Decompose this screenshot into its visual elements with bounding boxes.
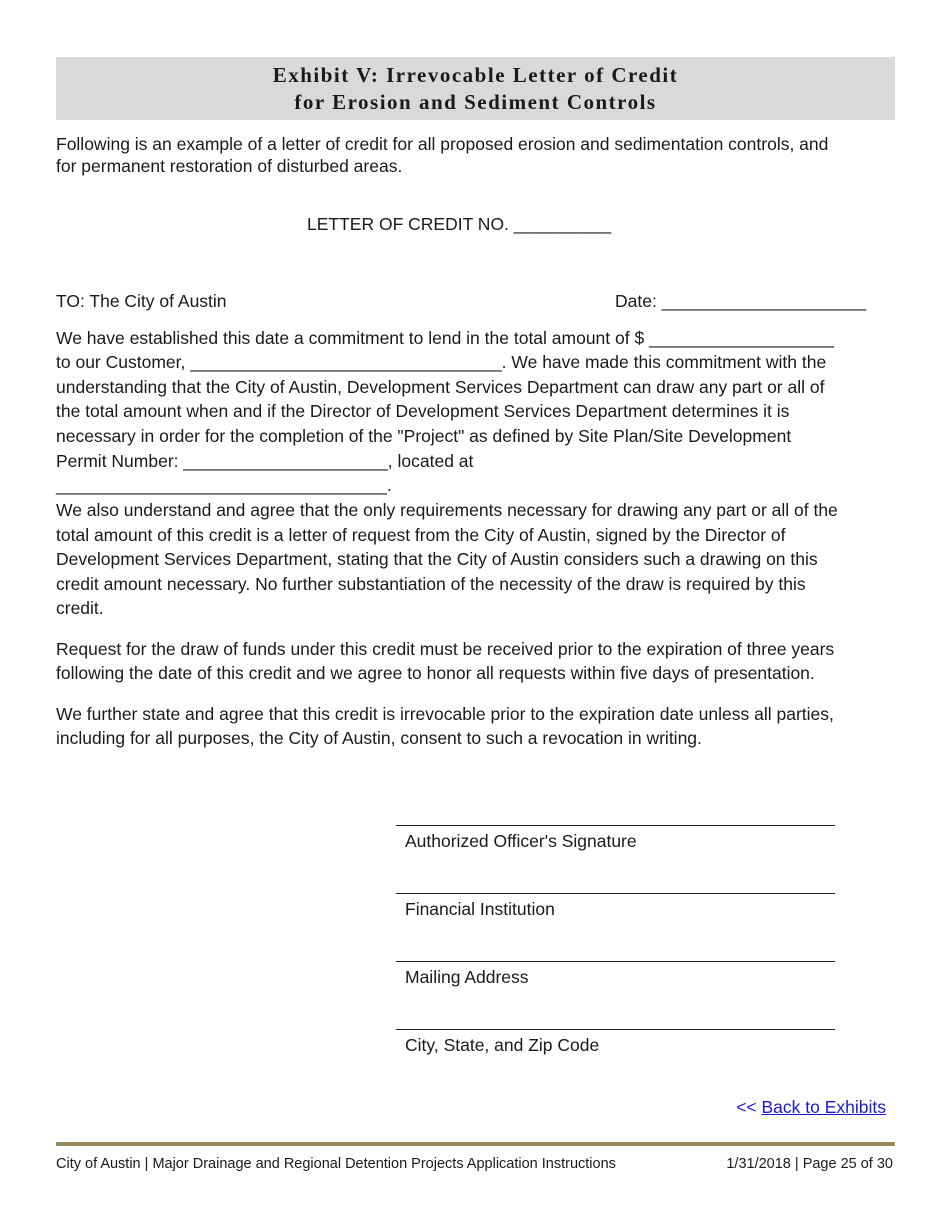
- commitment-line-1: We have established this date a commitment to lend in the total amount of $ ___________________: [56, 328, 834, 348]
- understand-line-4: credit amount necessary. No further substantiation of the necessity of the draw is required by this: [56, 574, 806, 594]
- city-state-zip-line: [396, 1029, 835, 1030]
- mailing-address-label: Mailing Address: [405, 967, 529, 987]
- date-field: Date: _____________________: [615, 291, 867, 311]
- commitment-line-3: understanding that the City of Austin, Development Services Department can draw any part or all of: [56, 377, 825, 397]
- request-line-1: Request for the draw of funds under this credit must be received prior to the expiration of three years: [56, 639, 835, 659]
- officer-signature-label: Authorized Officer's Signature: [405, 831, 637, 851]
- officer-signature-line: [396, 825, 835, 826]
- city-state-zip-label: City, State, and Zip Code: [405, 1035, 600, 1055]
- exhibit-title-line-1: Exhibit V: Irrevocable Letter of Credit: [272, 63, 679, 87]
- understand-line-1: We also understand and agree that the only requirements necessary for drawing any part or all of the: [56, 500, 838, 520]
- financial-institution-label: Financial Institution: [405, 899, 555, 919]
- further-line-2: including for all purposes, the City of Austin, consent to such a revocation in writing.: [56, 728, 702, 748]
- back-link-label[interactable]: Back to Exhibits: [761, 1097, 886, 1117]
- financial-institution-line: [396, 893, 835, 894]
- request-line-2: following the date of this credit and we agree to honor all requests within five days of presentation.: [56, 663, 815, 683]
- mailing-address-line: [396, 961, 835, 962]
- footer-page-info: 1/31/2018 | Page 25 of 30: [726, 1156, 893, 1172]
- back-to-exhibits-link[interactable]: [736, 1097, 886, 1118]
- back-link-prefix: <<: [736, 1097, 762, 1117]
- intro-line-1: Following is an example of a letter of credit for all proposed erosion and sedimentation controls, and: [56, 134, 829, 154]
- commitment-line-2: to our Customer, ________________________________. We have made this commitment with the: [56, 352, 827, 372]
- commitment-line-5: necessary in order for the completion of the "Project" as defined by Site Plan/Site Development: [56, 426, 792, 446]
- footer-divider: [56, 1142, 895, 1146]
- understand-line-5: credit.: [56, 598, 104, 618]
- exhibit-title-line-2: for Erosion and Sediment Controls: [294, 90, 657, 114]
- understand-line-2: total amount of this credit is a letter of request from the City of Austin, signed by the Director of: [56, 525, 786, 545]
- commitment-line-6: Permit Number: _____________________, located at: [56, 451, 474, 471]
- letter-of-credit-number: LETTER OF CREDIT NO. __________: [307, 214, 612, 234]
- recipient-line: TO: The City of Austin: [56, 291, 227, 311]
- commitment-line-4: the total amount when and if the Director of Development Services Department determines it is: [56, 401, 790, 421]
- understand-line-3: Development Services Department, stating that the City of Austin considers such a drawing on this: [56, 549, 818, 569]
- exhibit-title-banner: [56, 57, 895, 120]
- further-line-1: We further state and agree that this credit is irrevocable prior to the expiration date unless all parties,: [56, 704, 834, 724]
- intro-line-2: for permanent restoration of disturbed areas.: [56, 156, 403, 176]
- commitment-line-7: __________________________________.: [56, 475, 392, 495]
- footer-document-title: City of Austin | Major Drainage and Regional Detention Projects Application Instructions: [56, 1156, 616, 1172]
